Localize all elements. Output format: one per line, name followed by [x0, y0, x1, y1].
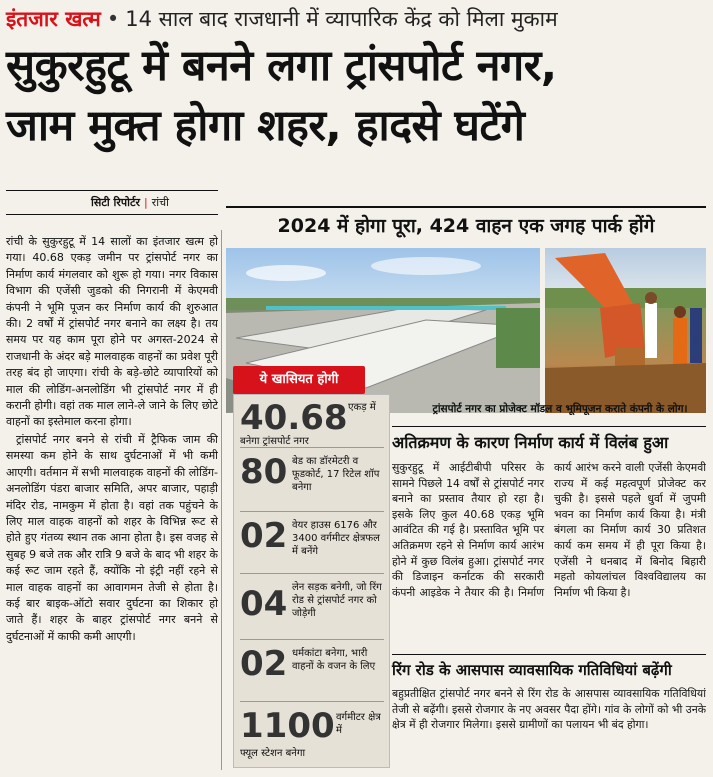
- feature-number: 80: [240, 452, 288, 492]
- feature-text: बनेगा ट्रांसपोर्ट नगर: [240, 436, 309, 447]
- section1-rule: [392, 426, 706, 427]
- byline-top-rule: [6, 190, 218, 191]
- feature-number: 02: [240, 644, 288, 684]
- article-paragraph: रांची के सुकुरहुटू में 14 सालों का इंतजार खत्म हो गया। 40.68 एकड़ जमीन पर ट्रांसपोर्ट नगर का निर्माण कार्य मंगलवार को शुरू हो गया। नगर विकास विभाग की एजेंसी जुडको की निगरानी में केएमवी कंपनी ने भूमि पूजन कर निर्माण कार्य की शुरुआत की। 2 वर्षों में ट्रांसपोर्ट नगर बनाने का लक्ष्य है। तय समय पर यह काम पूरा होने पर अगस्त-2024 से राजधानी के अंदर बड़े मालवाहक वाहनों का प्रवेश पूरी तरह बंद हो जाएगा। रांची के बड़े-छोटे व्यापारियों को माल की लोडिंग-अनलोडिंग भी ट्रांसपोर्ट नगर में ही करानी होगी। वहां तक माल लाने-ले जाने के लिए छोटे वाहनों का इस्तेमाल करना होगा।: [6, 235, 218, 429]
- feature-number: 02: [240, 516, 288, 556]
- byline-bottom-rule: [6, 214, 218, 215]
- bhoomi-pujan-photo: [545, 248, 706, 413]
- feature-item: [240, 707, 384, 763]
- section1-title: अतिक्रमण के कारण निर्माण कार्य में विलंब हुआ: [392, 433, 669, 452]
- main-article-text: [6, 234, 218, 772]
- feature-unit: वर्गमीटर क्षेत्र में: [336, 712, 381, 736]
- headline: [6, 36, 706, 156]
- kicker-tag: इंतजार खत्म: [6, 7, 101, 31]
- feature-item: [240, 399, 384, 448]
- feature-item: [240, 453, 384, 512]
- section2-body: बहुप्रतीक्षित ट्रांसपोर्ट नगर बनने से रिंग रोड के आसपास व्यावसायिक गतिविधियां तेजी से बढ़ेंगी। इससे रोजगार के नए अवसर पैदा होंगे। गांव के लोगों को भी उनके क्षेत्र में ही रोजगार मिलेगा। इससे ग्रामीणों का पलायन भी बंद होगा।: [392, 687, 706, 732]
- feature-item: [240, 579, 384, 640]
- feature-item: [240, 517, 384, 574]
- bhoomi-pujan-illustration: [545, 248, 706, 413]
- feature-text: लेन सड़क बनेगी, जो रिंग रोड से ट्रांसपोर्ट नगर को जोड़ेगी: [292, 582, 382, 619]
- byline-separator: |: [144, 196, 148, 209]
- byline-reporter: सिटी रिपोर्टर: [91, 196, 141, 209]
- column-divider: [221, 230, 222, 770]
- byline: [40, 195, 220, 210]
- feature-item: [240, 645, 384, 702]
- feature-text: फ्यूल स्टेशन बनेगा: [240, 748, 306, 759]
- section2-rule: [392, 654, 706, 655]
- section2-title: रिंग रोड के आसपास व्यावसायिक गतिविधियां बढ़ेंगी: [392, 661, 672, 679]
- feature-number: 04: [240, 584, 288, 624]
- feature-text: वेयर हाउस 6176 और 3400 वर्गमीटर क्षेत्रफल में बनेंगे: [292, 520, 380, 557]
- feature-number: 40.68: [240, 398, 348, 438]
- headline-line-2: जाम मुक्त होगा शहर, हादसे घटेंगे: [6, 101, 525, 151]
- features-box: [233, 394, 390, 768]
- byline-city: रांची: [151, 196, 169, 209]
- features-title: ये खासियत होगी: [233, 366, 365, 394]
- feature-number: 1100: [240, 706, 335, 746]
- kicker: [6, 4, 706, 34]
- headline-line-1: सुकुरहुटू में बनने लगा ट्रांसपोर्ट नगर,: [6, 41, 557, 91]
- kicker-text: 14 साल बाद राजधानी में व्यापारिक केंद्र को मिला मुकाम: [125, 7, 558, 31]
- kicker-bullet: •: [106, 7, 120, 31]
- section1-body: सुकुरहुटू में आईटीबीपी परिसर के सामने पिछले 14 वर्षों से ट्रांसपोर्ट नगर बनाने का प्रस्ताव तैयार हो रहा है। इसके लिए कुल 40.68 एकड़ भूमि आवंटित की गई है। प्रस्तावित भूमि पर अतिक्रमण रहने से निर्माण कार्य आरंभ होने में कुछ विलंब हुआ। ट्रांसपोर्ट नगर की डिजाइन कर्नाटक की सरकारी कंपनी आइडेक ने तैयार की है। निर्माण कार्य आरंभ करने वाली एजेंसी केएमवी राज्य में कई महत्वपूर्ण प्रोजेक्ट कर चुकी है। इससे पहले धुर्वा में जुपमी भवन का निर्माण कार्य किया है। मंत्री बंगला का निर्माण कार्य 30 प्रतिशत कार्य कम समय में ही पूरा किया है। एजेंसी ने धनबाद में बिनोद बिहारी महतो कोयलांचल विश्वविद्यालय का निर्माण भी किया है।: [392, 461, 706, 599]
- feature-text: बेड का डॉरमेटरी व फूडकोर्ट, 17 रिटेल शॉप बनेगा: [292, 456, 380, 493]
- feature-unit: एकड़ में: [348, 402, 376, 413]
- article-paragraph: ट्रांसपोर्ट नगर बनने से रांची में ट्रैफिक जाम की समस्या कम होने के साथ दुर्घटनाओं में भी कमी आएगी। वर्तमान में सभी मालवाहक वाहनों की लोडिंग-अनलोडिंग पंडरा बाजार समिति, अपर बाजार, पहाड़ी मंदिर रोड, नामकुम में होता है। वहां तक पहुंचने के लिए माल वाहक वाहनों को शहर के विभिन्न रूट से होते हुए गंतव्य स्थान तक आना होता है। इस वजह से सुबह 9 बजे तक और रात्रि 9 बजे के बाद भी शहर के कई रूट जाम रहते हैं, क्योंकि नो इंट्री नहीं रहने से माल वाहक वाहनों का आवागमन तेजी से होता है। कई बार बाइक-ऑटो सवार दुर्घटना का शिकार हो जाते हैं। शहर के बाहर ट्रांसपोर्ट नगर बनने से दुर्घटनाओं में काफी कमी आएगी।: [6, 432, 218, 643]
- photo-caption: ट्रांसपोर्ट नगर का प्रोजेक्ट मॉडल व भूमिपूजन कराते कंपनी के लोग।: [432, 403, 688, 415]
- subheadline: 2024 में होगा पूरा, 424 वाहन एक जगह पार्क होंगे: [277, 215, 655, 237]
- subhead-top-rule: [226, 206, 706, 208]
- feature-text: धर्मकांटा बनेगा, भारी वाहनों के वजन के लिए: [292, 648, 376, 672]
